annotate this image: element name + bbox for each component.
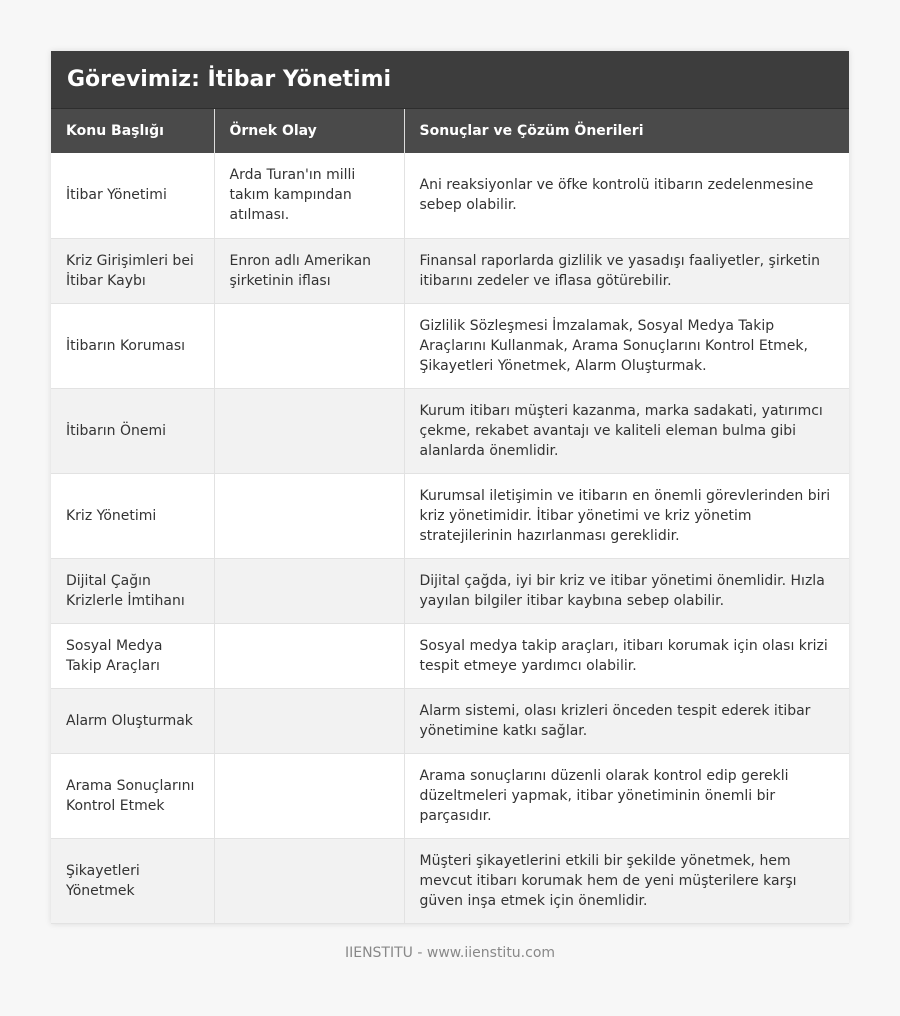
cell-results: Arama sonuçlarını düzenli olarak kontrol edip gerekli düzeltmeleri yapmak, itibar yönetiminin önemli bir parçasıdır. [404,753,849,838]
table-row [51,473,849,558]
table-card [51,51,849,924]
cell-results: Müşteri şikayetlerini etkili bir şekilde yönetmek, hem mevcut itibarı korumak hem de yeni müşterilere karşı güven inşa etmek için önemlidir. [404,838,849,923]
cell-example [214,558,404,623]
column-header-topic: Konu Başlığı [51,109,214,153]
cell-example [214,623,404,688]
cell-example: Enron adlı Amerikan şirketinin iflası [214,238,404,303]
cell-results: Dijital çağda, iyi bir kriz ve itibar yönetimi önemlidir. Hızla yayılan bilgiler itibar kaybına sebep olabilir. [404,558,849,623]
column-header-results: Sonuçlar ve Çözüm Önerileri [404,109,849,153]
cell-example [214,388,404,473]
table-row [51,238,849,303]
cell-topic: Alarm Oluşturmak [51,688,214,753]
cell-example: Arda Turan'ın milli takım kampından atılması. [214,153,404,238]
cell-topic: İtibarın Önemi [51,388,214,473]
header-row [51,109,849,153]
cell-example [214,303,404,388]
cell-results: Finansal raporlarda gizlilik ve yasadışı faaliyetler, şirketin itibarını zedeler ve iflasa götürebilir. [404,238,849,303]
table-row [51,623,849,688]
column-header-example: Örnek Olay [214,109,404,153]
cell-topic: Kriz Yönetimi [51,473,214,558]
cell-results: Kurum itibarı müşteri kazanma, marka sadakati, yatırımcı çekme, rekabet avantajı ve kaliteli eleman bulma gibi alanlarda önemlidir. [404,388,849,473]
cell-example [214,473,404,558]
cell-topic: İtibarın Koruması [51,303,214,388]
cell-results: Sosyal medya takip araçları, itibarı korumak için olası krizi tespit etmeye yardımcı olabilir. [404,623,849,688]
table-row [51,558,849,623]
page-title: Görevimiz: İtibar Yönetimi [51,51,849,109]
cell-example [214,753,404,838]
cell-topic: Arama Sonuçlarını Kontrol Etmek [51,753,214,838]
data-table [51,109,849,924]
table-row [51,303,849,388]
cell-topic: Şikayetleri Yönetmek [51,838,214,923]
footer-credit: IIENSTITU - www.iienstitu.com [344,945,556,961]
cell-topic: Sosyal Medya Takip Araçları [51,623,214,688]
table-row [51,388,849,473]
cell-results: Kurumsal iletişimin ve itibarın en önemli görevlerinden biri kriz yönetimidir. İtibar yönetimi ve kriz yönetim stratejilerinin hazırlanması gereklidir. [404,473,849,558]
cell-example [214,688,404,753]
cell-topic: Dijital Çağın Krizlerle İmtihanı [51,558,214,623]
table-row [51,688,849,753]
cell-results: Gizlilik Sözleşmesi İmzalamak, Sosyal Medya Takip Araçlarını Kullanmak, Arama Sonuçlarını Kontrol Etmek, Şikayetleri Yönetmek, Alarm Oluşturmak. [404,303,849,388]
table-row [51,838,849,923]
cell-example [214,838,404,923]
cell-topic: İtibar Yönetimi [51,153,214,238]
table-row [51,753,849,838]
cell-results: Alarm sistemi, olası krizleri önceden tespit ederek itibar yönetimine katkı sağlar. [404,688,849,753]
cell-results: Ani reaksiyonlar ve öfke kontrolü itibarın zedelenmesine sebep olabilir. [404,153,849,238]
table-row [51,153,849,238]
cell-topic: Kriz Girişimleri bei İtibar Kaybı [51,238,214,303]
